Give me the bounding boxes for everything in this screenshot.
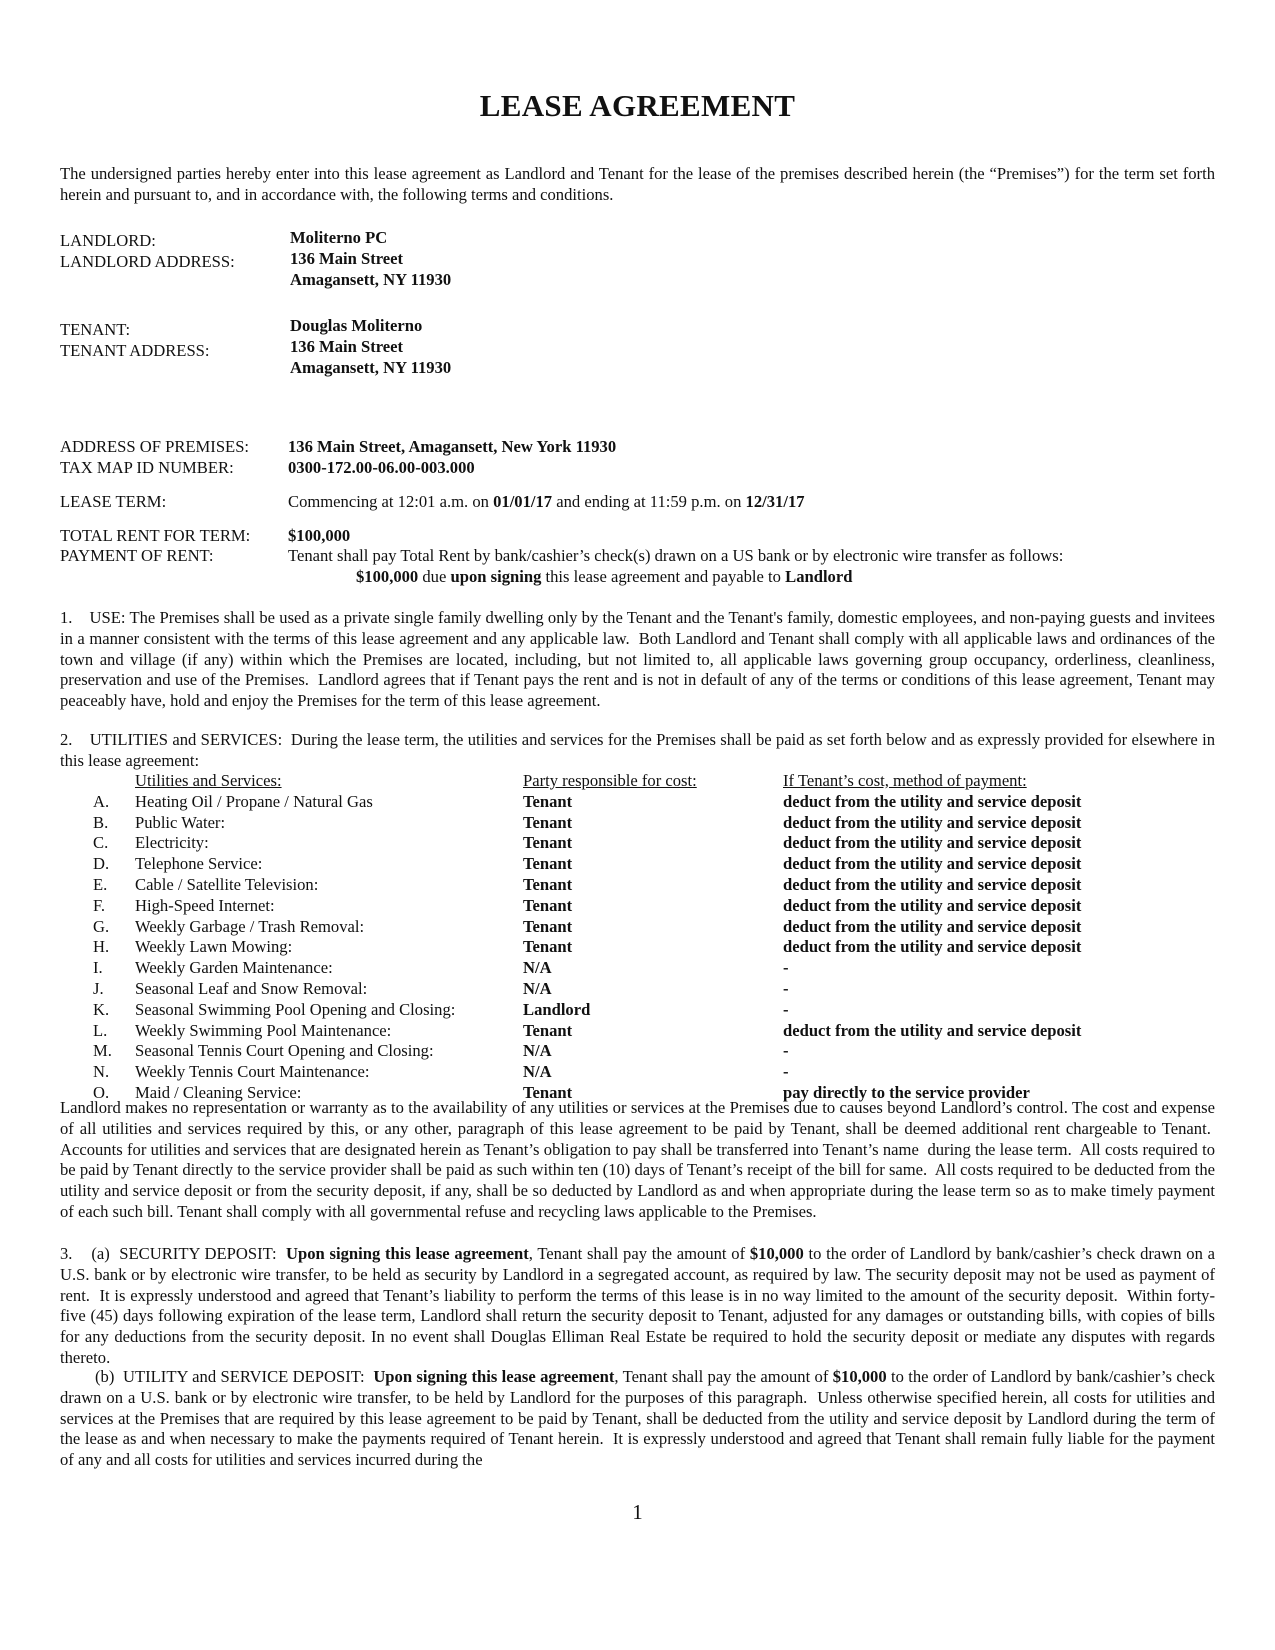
utility-row <box>60 813 1215 834</box>
utility-service: High-Speed Internet: <box>135 895 275 915</box>
utility-service: Weekly Swimming Pool Maintenance: <box>135 1020 392 1040</box>
utility-method: pay directly to the service provider <box>783 1082 1030 1102</box>
landlord-label: LANDLORD: <box>60 231 156 250</box>
utility-row <box>60 1041 1215 1062</box>
utility-method: deduct from the utility and service deposit <box>783 833 1082 853</box>
header-party: Party responsible for cost: <box>523 771 697 790</box>
utility-row <box>60 958 1215 979</box>
utility-party: N/A <box>523 1041 552 1061</box>
tenant-address-label: TENANT ADDRESS: <box>60 341 210 360</box>
utility-row <box>60 833 1215 854</box>
utility-letter: F. <box>93 895 106 915</box>
utility-letter: E. <box>93 874 108 894</box>
utility-method: deduct from the utility and service deposit <box>783 1020 1082 1040</box>
utility-party: Tenant <box>523 937 573 957</box>
utility-service: Weekly Garden Maintenance: <box>135 958 333 978</box>
utility-party: Tenant <box>523 1082 573 1102</box>
header-utilities: Utilities and Services: <box>135 771 282 790</box>
utility-method: deduct from the utility and service deposit <box>783 916 1082 936</box>
utility-letter: A. <box>93 791 110 811</box>
header-method: If Tenant’s cost, method of payment: <box>783 771 1027 790</box>
tenant-label: TENANT: <box>60 320 131 339</box>
tenant-street: 136 Main Street <box>290 337 404 356</box>
utility-letter: O. <box>93 1082 110 1102</box>
utility-party: Tenant <box>523 1020 573 1040</box>
premises-address-label: ADDRESS OF PREMISES: <box>60 437 250 456</box>
utility-party: N/A <box>523 958 552 978</box>
utility-method: - <box>783 958 789 978</box>
utility-party: N/A <box>523 1062 552 1082</box>
payment-of-rent-text: Tenant shall pay Total Rent by bank/cashier’s check(s) drawn on a US bank or by electronic wire transfer as follows: <box>288 546 1064 565</box>
utility-row <box>60 854 1215 875</box>
utility-letter: H. <box>93 937 110 957</box>
utility-party: Tenant <box>523 895 573 915</box>
utility-row <box>60 937 1215 958</box>
utility-service: Weekly Lawn Mowing: <box>135 937 293 957</box>
utility-party: Tenant <box>523 791 573 811</box>
utility-letter: B. <box>93 812 109 832</box>
utility-service: Maid / Cleaning Service: <box>135 1082 302 1102</box>
utility-letter: C. <box>93 833 109 853</box>
utility-method: - <box>783 978 789 998</box>
utility-method: deduct from the utility and service deposit <box>783 874 1082 894</box>
total-rent-value: $100,000 <box>288 526 351 545</box>
landlord-name: Moliterno PC <box>290 228 388 247</box>
premises-address: 136 Main Street, Amagansett, New York 11930 <box>288 437 617 456</box>
utility-party: Tenant <box>523 854 573 874</box>
utility-service: Seasonal Leaf and Snow Removal: <box>135 978 368 998</box>
utilities-table-header <box>60 771 1215 792</box>
section-1-use: 1. USE: The Premises shall be used as a private single family dwelling only by the Tenant and the Tenant's family, domestic employees, and non-paying guests and invitees in a manner consistent with the terms of this lease agreement and any applicable law. Both Landlord and Tenant shall comply with all applicable laws and ordinances of the town and village (if any) within which the Premises are located, including, but not limited to, all applicable laws governing group occupancy, orderliness, cleanliness, preservation and use of the Premises. Landlord agrees that if Tenant pays the rent and is not in default of any of the terms or conditions of this lease agreement, Tenant may peaceably have, hold and enjoy the Premises for the term of this lease agreement. <box>60 608 1215 711</box>
utility-party: N/A <box>523 978 552 998</box>
utility-service: Weekly Tennis Court Maintenance: <box>135 1062 370 1082</box>
utility-method: deduct from the utility and service deposit <box>783 791 1082 811</box>
utility-service: Seasonal Tennis Court Opening and Closing: <box>135 1041 434 1061</box>
utility-row <box>60 1062 1215 1083</box>
utility-row <box>60 1021 1215 1042</box>
page-number: 1 <box>632 1500 643 1524</box>
utility-row <box>60 979 1215 1000</box>
section-2-utilities: 2. UTILITIES and SERVICES: During the lease term, the utilities and services for the Premises shall be paid as set forth below and as expressly provided for elsewhere in this lease agreement: <box>60 730 1215 770</box>
tax-map-label: TAX MAP ID NUMBER: <box>60 458 234 477</box>
landlord-city: Amagansett, NY 11930 <box>290 270 452 289</box>
document-page <box>60 0 1215 1650</box>
utility-method: deduct from the utility and service deposit <box>783 937 1082 957</box>
utility-row <box>60 875 1215 896</box>
utility-party: Landlord <box>523 999 591 1019</box>
utility-service: Weekly Garbage / Trash Removal: <box>135 916 365 936</box>
utility-service: Seasonal Swimming Pool Opening and Closing: <box>135 999 456 1019</box>
utility-party: Tenant <box>523 916 573 936</box>
utilities-table <box>60 771 1215 1104</box>
utility-letter: J. <box>93 978 104 998</box>
utility-method: - <box>783 1041 789 1061</box>
lease-term-text: Commencing at 12:01 a.m. on 01/01/17 and ending at 11:59 p.m. on 12/31/17 <box>288 492 805 511</box>
utility-row <box>60 896 1215 917</box>
landlord-street: 136 Main Street <box>290 249 404 268</box>
utility-service: Telephone Service: <box>135 854 263 874</box>
utility-letter: L. <box>93 1020 108 1040</box>
utility-letter: M. <box>93 1041 112 1061</box>
utility-row <box>60 1000 1215 1021</box>
landlord-address-label: LANDLORD ADDRESS: <box>60 252 235 271</box>
utility-row <box>60 792 1215 813</box>
utility-method: - <box>783 1062 789 1082</box>
section-3a-security-deposit: 3. (a) SECURITY DEPOSIT: Upon signing this lease agreement, Tenant shall pay the amount of $10,000 to the order of Landlord by bank/cashier’s check drawn on a U.S. bank or by electronic wire transfer, to be held as security by Landlord in a segregated account, as required by law. The security deposit may not be used as payment of rent. It is expressly understood and agreed that Tenant’s liability to perform the terms of this lease is in no way limited to the amount of the security deposit. Within forty-five (45) days following expiration of the lease term, Landlord shall return the security deposit to Tenant, adjusted for any damages or outstanding bills, with copies of bills for any deductions from the security deposit. In no event shall Douglas Elliman Real Estate be required to hold the security deposit or mediate any disputes with regards thereto. <box>60 1244 1216 1367</box>
payment-of-rent-label: PAYMENT OF RENT: <box>60 546 214 565</box>
utility-service: Cable / Satellite Television: <box>135 874 319 894</box>
intro-paragraph: The undersigned parties hereby enter into this lease agreement as Landlord and Tenant for the lease of the premises described herein (the “Premises”) for the term set forth herein and pursuant to, and in accordance with, the following terms and conditions. <box>60 164 1215 204</box>
utility-letter: G. <box>93 916 110 936</box>
utility-method: deduct from the utility and service deposit <box>783 895 1082 915</box>
tax-map-id: 0300-172.00-06.00-003.000 <box>288 458 475 477</box>
payment-schedule-line: $100,000 due upon signing this lease agreement and payable to Landlord <box>356 567 853 586</box>
total-rent-label: TOTAL RENT FOR TERM: <box>60 526 251 545</box>
utility-service: Heating Oil / Propane / Natural Gas <box>135 791 373 811</box>
utility-row <box>60 917 1215 938</box>
page-title: LEASE AGREEMENT <box>479 88 796 123</box>
utility-service: Public Water: <box>135 812 226 832</box>
tenant-city: Amagansett, NY 11930 <box>290 358 452 377</box>
utility-party: Tenant <box>523 812 573 832</box>
section-3b-utility-deposit: (b) UTILITY and SERVICE DEPOSIT: Upon signing this lease agreement, Tenant shall pay the amount of $10,000 to the order of Landlord by bank/cashier’s check drawn on a U.S. bank or by electronic wire transfer, to be held by Landlord for the purposes of this paragraph. Unless otherwise specified herein, all costs for utilities and services at the Premises that are required by this lease agreement to be paid by Tenant, shall be deducted from the utility and service deposit by Landlord during the term of the lease as and when necessary to make the payments required of Tenant herein. It is expressly understood and agreed that Tenant shall remain fully liable for the payment of any and all costs for utilities and services incurred during the <box>60 1367 1216 1470</box>
utility-method: - <box>783 999 789 1019</box>
utility-party: Tenant <box>523 874 573 894</box>
utility-letter: D. <box>93 854 110 874</box>
utility-method: deduct from the utility and service deposit <box>783 854 1082 874</box>
utility-letter: N. <box>93 1062 110 1082</box>
utility-letter: K. <box>93 999 110 1019</box>
utility-party: Tenant <box>523 833 573 853</box>
tenant-name: Douglas Moliterno <box>290 316 423 335</box>
lease-end-date: 12/31/17 <box>745 492 805 511</box>
utility-method: deduct from the utility and service deposit <box>783 812 1082 832</box>
utility-letter: I. <box>93 958 103 978</box>
lease-term-label: LEASE TERM: <box>60 492 167 511</box>
utility-service: Electricity: <box>135 833 209 853</box>
lease-start-date: 01/01/17 <box>493 492 553 511</box>
section-2-terms: Landlord makes no representation or warranty as to the availability of any utilities or services at the Premises due to causes beyond Landlord’s control. The cost and expense of all utilities and services required by this, or any other, paragraph of this lease agreement to be paid by Tenant, shall be deemed additional rent chargeable to Tenant. Accounts for utilities and services that are designated herein as Tenant’s obligation to pay shall be transferred into Tenant’s name during the lease term. All costs required to be paid by Tenant directly to the service provider shall be paid as such within ten (10) days of Tenant’s receipt of the bill for same. All costs required to be deducted from the utility and service deposit or from the security deposit, if any, shall be so deducted by Landlord as and when appropriate during the lease term so as to make timely payment of each such bill. Tenant shall comply with all governmental refuse and recycling laws applicable to the Premises. <box>60 1098 1215 1221</box>
